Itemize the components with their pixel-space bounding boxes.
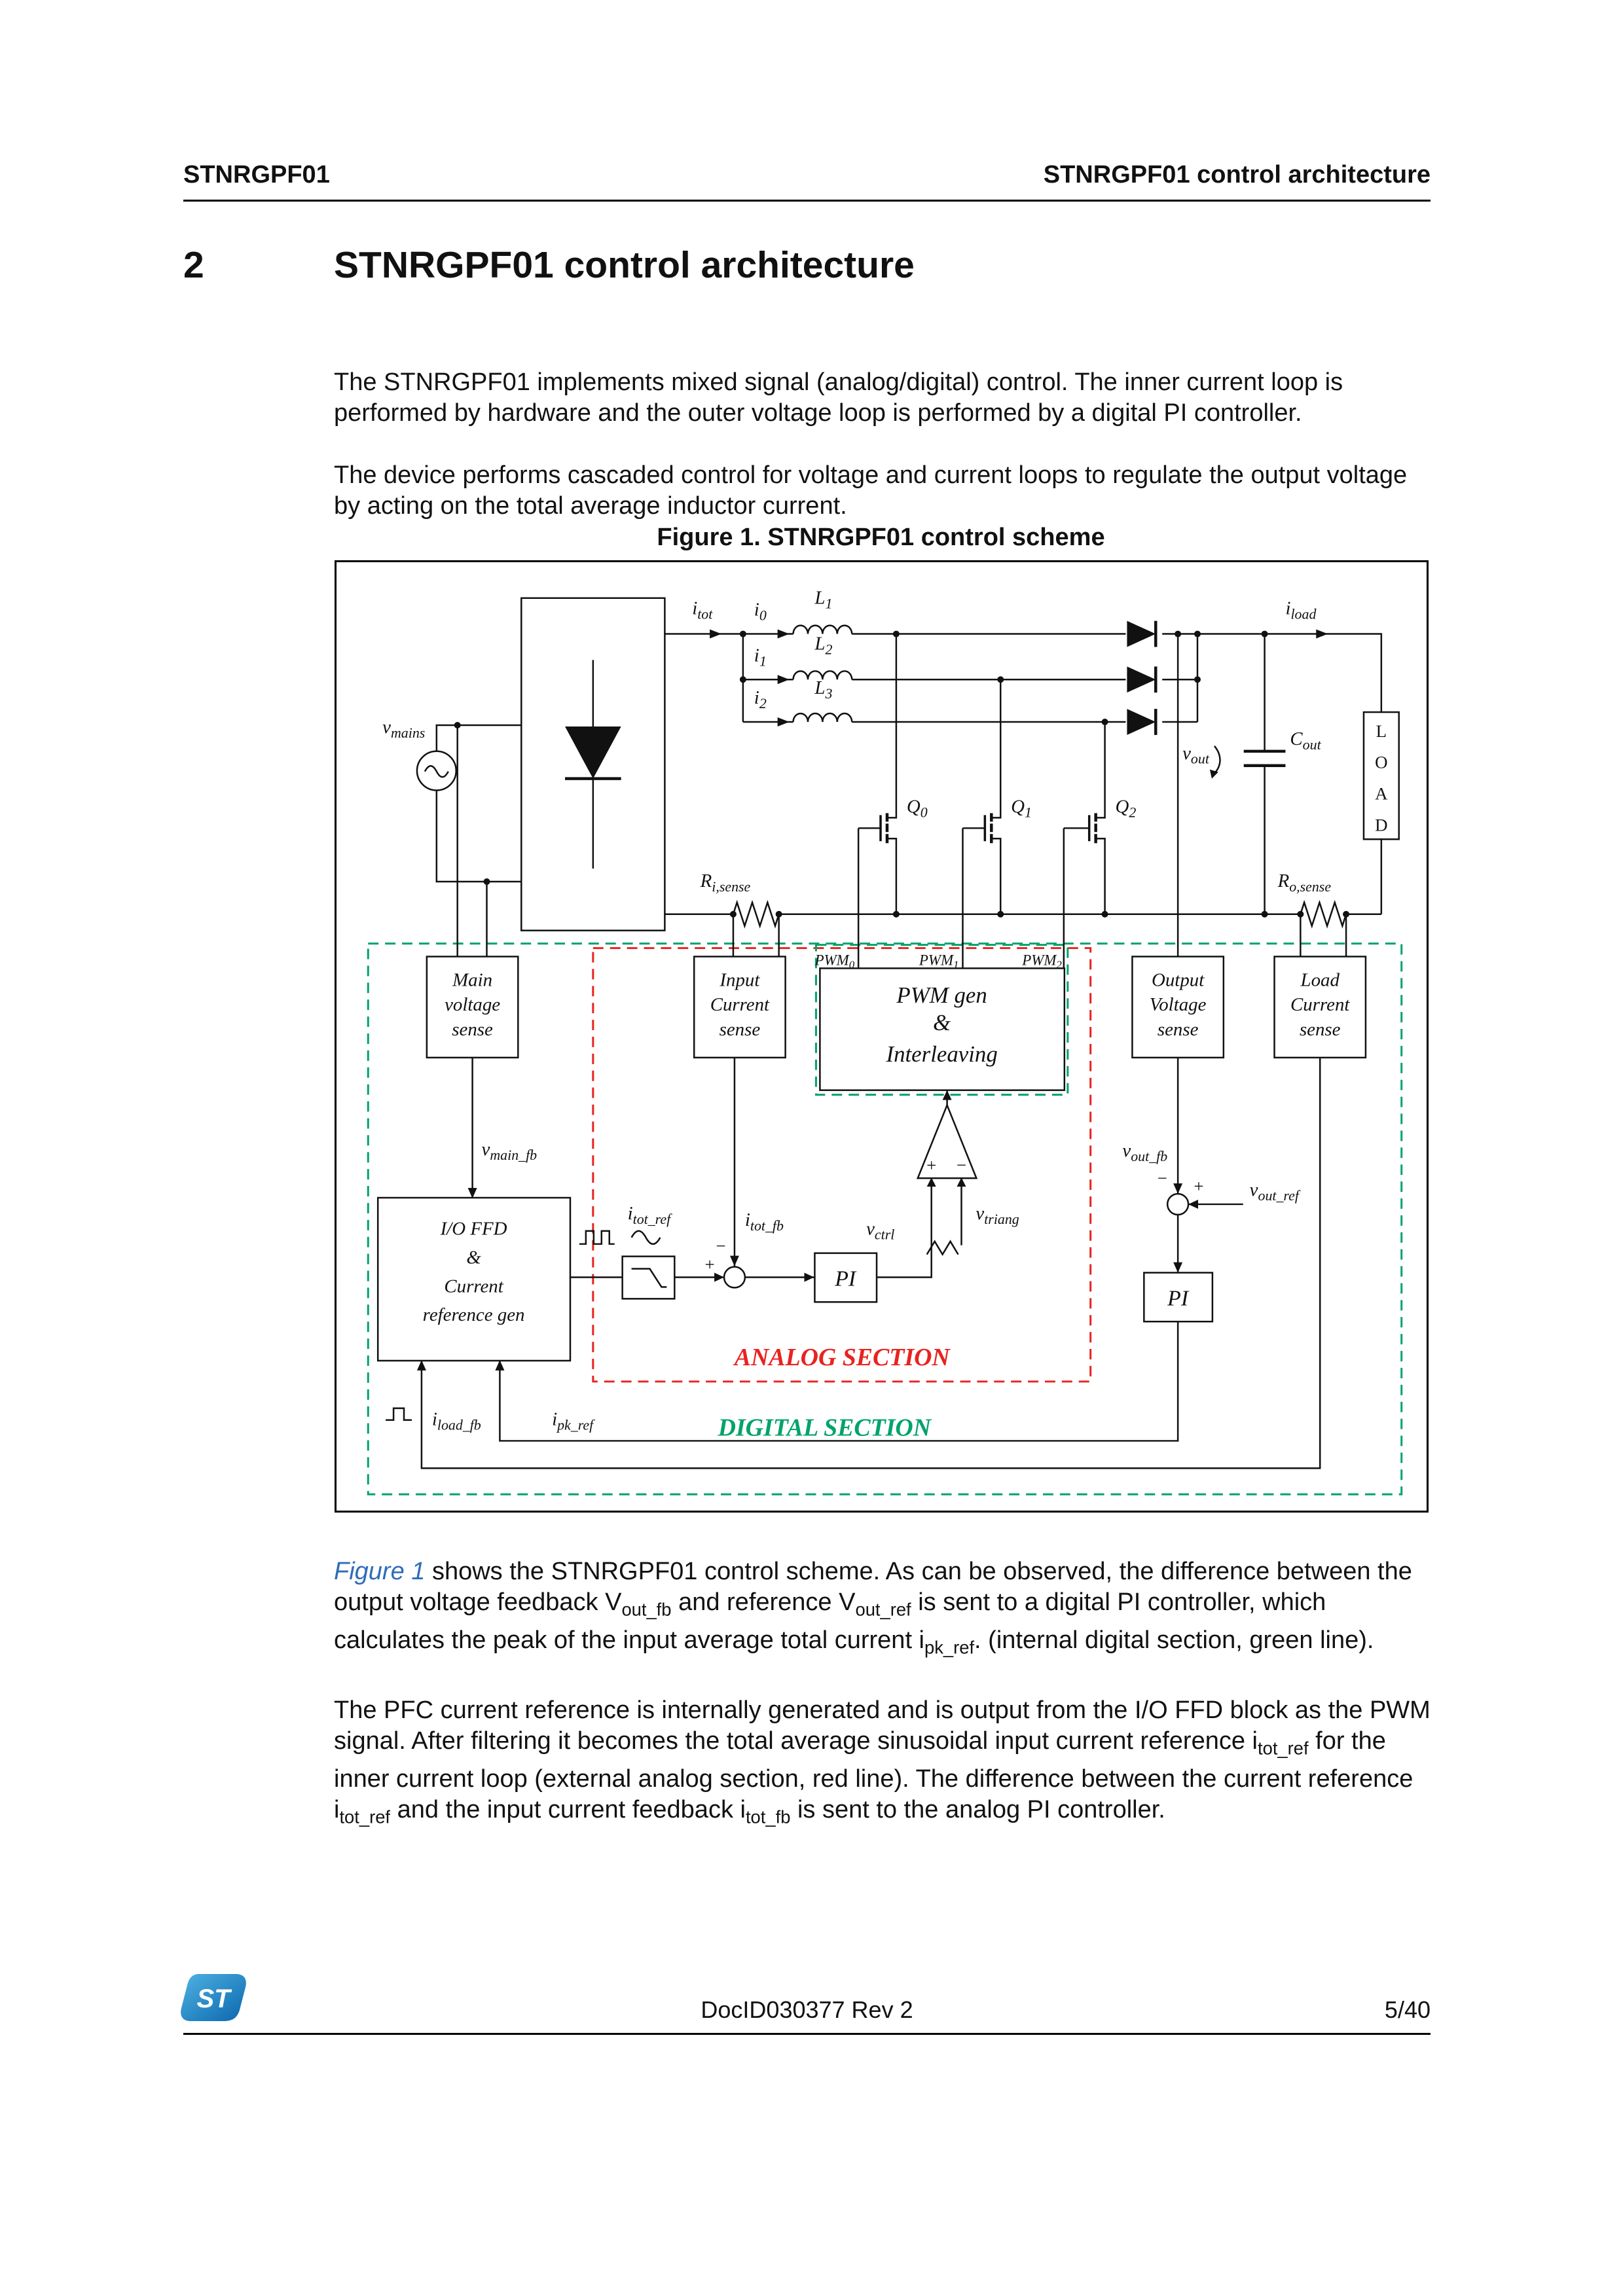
summing-junction-digital: [1167, 1194, 1188, 1215]
label-v-main-fb: $v_{main\_fb}$: [481, 1139, 538, 1164]
st-logo: [179, 1971, 247, 2030]
svg-text:I/O FFD: I/O FFD: [440, 1218, 507, 1240]
label-v-out-ref: $v_{out\_ref}$: [1249, 1179, 1299, 1204]
sine-wave-icon: [632, 1231, 661, 1244]
label-l1: $L_1$: [814, 587, 833, 612]
paragraph-2: The device performs cascaded control for voltage and current loops to regulate the output voltage by acting on the total average inductor current.: [334, 461, 1408, 520]
page-footer: [183, 1982, 1431, 2035]
load-letter: O: [1375, 752, 1388, 772]
step-pulse-icon: [386, 1408, 412, 1420]
resistor-ri-sense: [733, 903, 779, 926]
svg-text:sense: sense: [452, 1019, 493, 1041]
load-letter: D: [1375, 815, 1388, 835]
label-pwm0: $PWM_0$: [814, 952, 855, 971]
label-c-out: $C_{out}$: [1290, 728, 1321, 753]
resistor-ro-sense: [1300, 903, 1346, 926]
label-ro-sense: $R_{o,sense}$: [1277, 870, 1332, 895]
main-voltage-sense-block: [427, 957, 518, 1058]
svg-text:&: &: [933, 1010, 951, 1036]
label-pwm2: $PWM_2$: [1022, 952, 1062, 971]
section-heading: [183, 243, 915, 287]
label-v-triang: $v_{triang}$: [976, 1202, 1019, 1227]
svg-text:Current: Current: [710, 994, 770, 1016]
label-i-tot-fb: $i_{tot\_fb}$: [744, 1209, 784, 1234]
st-logo-text: ST: [196, 1984, 230, 2013]
svg-text:Interleaving: Interleaving: [886, 1041, 998, 1067]
pi-analog-block: [814, 1253, 877, 1302]
label-i-load: $i_{load}$: [1285, 598, 1317, 622]
label-ri-sense: $R_{i,sense}$: [700, 870, 751, 895]
figure-1-frame: [335, 560, 1429, 1513]
boost-diodes: [1127, 621, 1156, 735]
svg-text:sense: sense: [1157, 1019, 1199, 1041]
control-scheme-diagram: [337, 562, 1427, 1511]
bridge-rectifier: [521, 598, 665, 931]
label-v-out-fb: $v_{out\_fb}$: [1122, 1140, 1168, 1165]
label-pwm1: $PWM_1$: [919, 952, 959, 971]
svg-text:sense: sense: [719, 1019, 761, 1041]
load-letter: L: [1376, 721, 1387, 741]
sign-minus-comparator: −: [956, 1155, 967, 1175]
paragraph-4: The PFC current reference is internally generated and is output from the I/O FFD block as the PWM signal. After filtering it becomes the total average sinusoidal input current reference $i_{tot\_ref}$ for the inner current loop (external analog section, red line). The difference between the current reference $i_{tot\_ref}$ and the input current feedback $i_{tot\_fb}$ is sent to the analog PI controller.: [334, 1696, 1431, 1827]
label-i0: $i_0$: [754, 599, 767, 624]
output-capacitor: [1244, 751, 1286, 766]
ac-source: [417, 751, 456, 791]
paragraph-1: The STNRGPF01 implements mixed signal (analog/digital) control. The inner current loop is performed by hardware and the outer voltage loop is performed by a digital PI controller.: [334, 368, 1343, 427]
label-v-mains: $v_{mains}$: [382, 716, 426, 741]
analog-section-label: ANALOG SECTION: [734, 1343, 950, 1371]
page-header: [183, 161, 1431, 202]
label-i-load-fb: $i_{load\_fb}$: [431, 1408, 481, 1433]
label-q2: $Q_2$: [1115, 796, 1137, 821]
vout-arrow-icon: [1214, 746, 1220, 774]
output-voltage-sense-block: [1132, 957, 1223, 1058]
svg-text:Load: Load: [1300, 969, 1340, 991]
paragraph-3: Figure 1 shows the STNRGPF01 control scheme. As can be observed, the difference between the output voltage feedback $V_{out\_fb}$ and reference $V_{out\_ref}$ is sent to a digital PI controller, which calculates the peak of the input average total current $i_{pk\_ref}$. (internal digital section, green line).: [334, 1558, 1412, 1658]
sign-minus-digital: −: [1157, 1168, 1167, 1189]
label-l3: $L_3$: [814, 677, 833, 702]
label-q1: $Q_1$: [1011, 796, 1032, 821]
svg-text:Voltage: Voltage: [1149, 994, 1207, 1016]
label-i2: $i_2$: [754, 687, 767, 712]
label-i-pk-ref: $i_{pk\_ref}$: [552, 1408, 594, 1433]
label-q0: $Q_0$: [906, 796, 928, 821]
summing-junction-analog: [724, 1267, 745, 1288]
svg-text:Current: Current: [444, 1276, 503, 1297]
load-letter: A: [1375, 783, 1388, 804]
label-i-tot-ref: $i_{tot\_ref}$: [627, 1202, 671, 1227]
filter-block: [623, 1257, 675, 1299]
svg-text:sense: sense: [1299, 1019, 1341, 1041]
sign-plus-digital: +: [1194, 1176, 1204, 1196]
footer-doc-id: DocID030377 Rev 2: [701, 1996, 913, 2023]
label-i1: $i_1$: [754, 645, 767, 670]
figure-1-link[interactable]: Figure 1: [334, 1558, 426, 1585]
sign-plus-comparator: +: [926, 1155, 937, 1175]
svg-text:PWM gen: PWM gen: [896, 982, 987, 1009]
label-v-out: $v_{out}$: [1182, 742, 1209, 767]
header-left: STNRGPF01: [183, 161, 330, 188]
svg-text:Output: Output: [1152, 969, 1205, 991]
svg-text:PI: PI: [1167, 1286, 1189, 1311]
svg-text:reference gen: reference gen: [422, 1304, 525, 1326]
section-number: 2: [183, 244, 204, 286]
svg-text:Current: Current: [1290, 994, 1350, 1016]
svg-text:&: &: [466, 1247, 481, 1268]
input-current-sense-block: [694, 957, 785, 1058]
digital-section-label: DIGITAL SECTION: [718, 1414, 932, 1442]
label-l2: $L_2$: [814, 633, 833, 658]
svg-text:voltage: voltage: [445, 994, 501, 1016]
header-right: STNRGPF01 control architecture: [1043, 161, 1431, 188]
sign-plus-analog: +: [704, 1254, 715, 1274]
svg-text:PI: PI: [835, 1266, 856, 1291]
load-current-sense-block: [1275, 957, 1366, 1058]
label-v-ctrl: $v_{ctrl}$: [866, 1218, 895, 1243]
figure-caption: Figure 1. STNRGPF01 control scheme: [657, 524, 1105, 551]
sign-minus-analog: −: [716, 1236, 726, 1256]
footer-page-number: 5/40: [1384, 1996, 1431, 2023]
svg-text:Main: Main: [452, 969, 493, 991]
svg-text:Input: Input: [720, 969, 760, 991]
label-i-tot: $i_{tot}$: [692, 598, 713, 622]
square-wave-icon: [579, 1231, 615, 1244]
pi-digital-block: [1144, 1273, 1213, 1322]
pwm-gen-block: [820, 968, 1064, 1090]
inductor-l3: [793, 713, 852, 722]
load-block: [1364, 712, 1399, 839]
io-ffd-block: [378, 1198, 570, 1361]
page-title: STNRGPF01 control architecture: [334, 244, 915, 286]
